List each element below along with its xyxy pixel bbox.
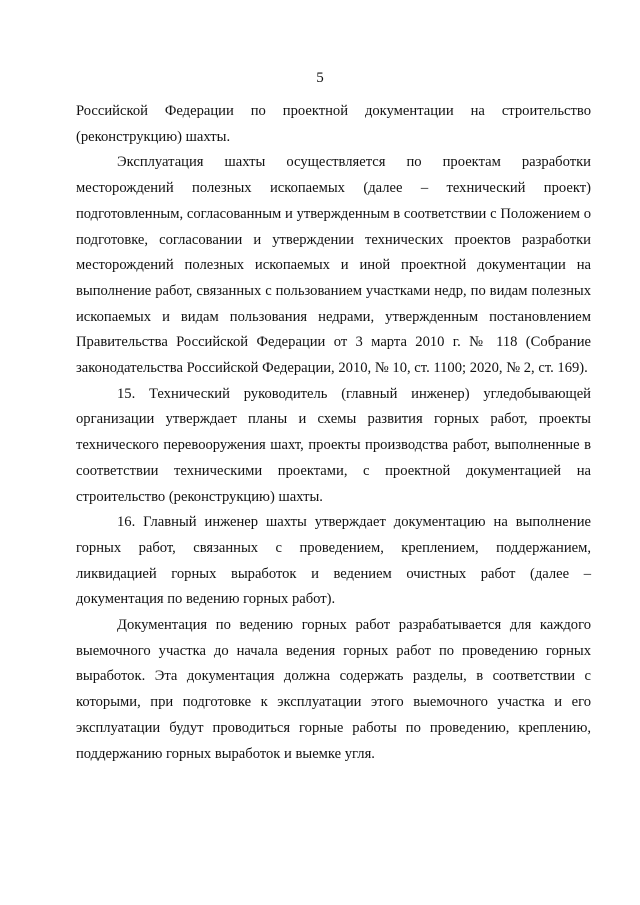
document-body: [76, 99, 591, 767]
page-number: 5: [316, 70, 324, 86]
paragraph-item-16: 16. Главный инженер шахты утверждает документацию на выполнение горных работ, связанных с проведением, креплением, поддержанием, ликвидацией горных выработок и ведением очистных работ (далее – документация по ведению горных работ).: [76, 514, 591, 608]
paragraph-documentation: Документация по ведению горных работ разрабатывается для каждого выемочного участка до начала ведения горных работ по проведению горных выработок. Эта документация должна содержать разделы, в соответствии с которыми, при подготовке к эксплуатации этого выемочного участка и его эксплуатации будут проводиться горные работы по проведению, креплению, поддержанию горных выработок и выемке угля.: [76, 617, 591, 762]
paragraph-continuation: Российской Федерации по проектной документации на строительство (реконструкцию) шахты.: [76, 103, 591, 145]
paragraph-item-15: 15. Технический руководитель (главный инженер) угледобывающей организации утверждает планы и схемы развития горных работ, проекты технического перевооружения шахт, проекты производства работ, выполненные в соответствии техническими проектами, с проектной документацией на строительство (реконструкцию) шахты.: [76, 385, 591, 505]
paragraph-operation: Эксплуатация шахты осуществляется по проектам разработки месторождений полезных ископаемых (далее – технический проект) подготовленным, согласованным и утвержденным в соответствии с Положением о подготовке, согласовании и утверждении технических проектов разработки месторождений полезных ископаемых и иной проектной документации на выполнение работ, связанных с пользованием участками недр, по видам полезных ископаемых и видам пользования недрами, утвержденным постановлением Правительства Российской Федерации от 3 марта 2010 г. № 118 (Собрание законодательства Российской Федерации, 2010, № 10, ст. 1100; 2020, № 2, ст. 169).: [76, 154, 591, 377]
